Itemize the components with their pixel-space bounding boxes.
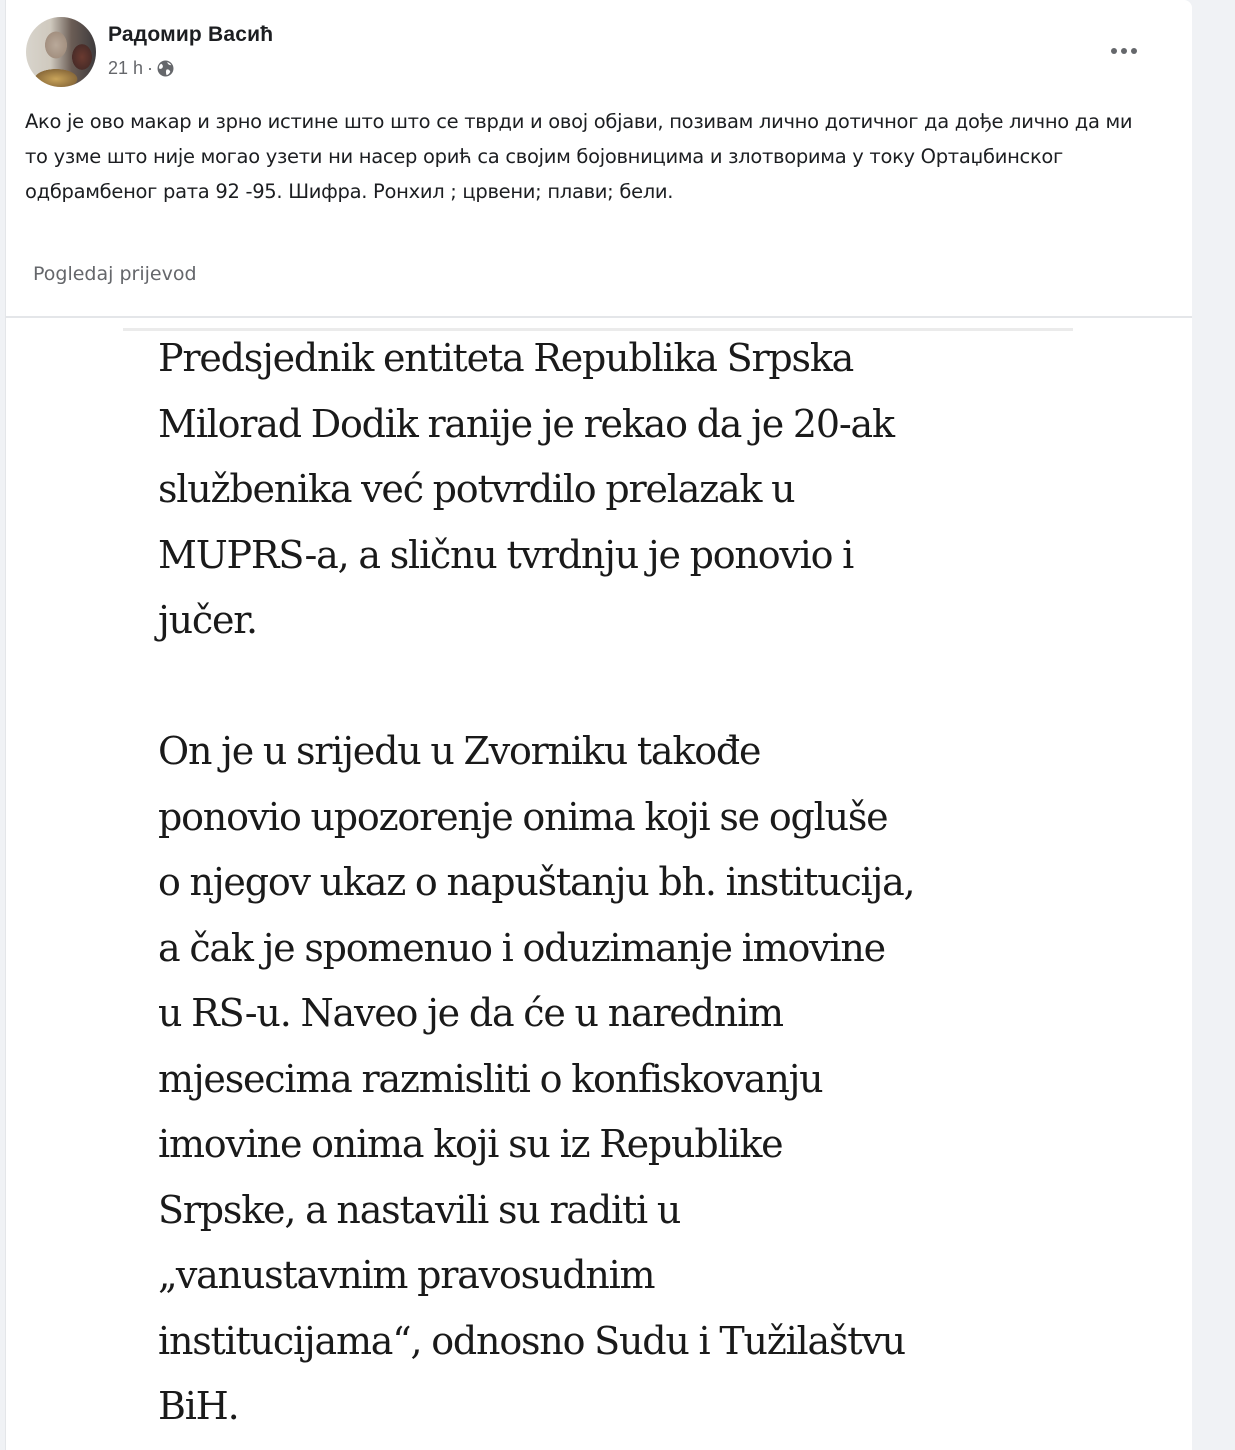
article-line: Predsjednik entiteta Republika Srpska: [158, 336, 854, 380]
see-translation-link[interactable]: Pogledaj prijevod: [33, 263, 197, 285]
article-line: BiH.: [158, 1384, 239, 1428]
article-line: a čak je spomenuo i oduzimanje imovine: [158, 925, 885, 970]
ellipsis-icon: [1121, 48, 1127, 54]
article-line: institucijama“, odnosno Sudu i Tužilaštvu: [158, 1318, 905, 1363]
article-line: „vanustavnim pravosudnim: [158, 1253, 655, 1297]
meta-separator: ·: [147, 58, 154, 78]
article-screenshot-text: [158, 326, 1078, 1440]
article-line: Srpske, a nastavili su raditi u: [158, 1187, 681, 1232]
article-line: službenika već potvrdilo prelazak u: [158, 467, 795, 511]
post-timestamp[interactable]: 21 h: [108, 58, 144, 78]
author-avatar[interactable]: [26, 17, 96, 87]
post-text: Ако је ово макар и зрно истине што што се тврди и овој објави, позивам лично дотичног да дође лично да ми то узме што није могао узети ни насер орић са својим бојовницима и злотворима у току Ортаџбинског одбрамбеног рата 92 -95. Шифра. Ронхил ; црвени; плави; бели.: [25, 110, 1133, 203]
article-line: jučer.: [158, 598, 257, 642]
article-line: On je u srijedu u Zvorniku takođe: [158, 729, 761, 773]
post-card: [5, 0, 1192, 1450]
article-line: ponovio upozorenje onima koji se ogluše: [158, 794, 888, 839]
paragraph-gap: [158, 654, 1078, 720]
author-name[interactable]: Радомир Васић: [108, 23, 274, 46]
ellipsis-icon: [1131, 48, 1137, 54]
article-line: mjesecima razmisliti o konfiskovanju: [158, 1056, 823, 1101]
ellipsis-icon: [1111, 48, 1117, 54]
article-line: u RS-u. Naveo je da će u narednim: [158, 991, 783, 1035]
article-line: MUPRS-a, a sličnu tvrdnju je ponovio i: [158, 532, 854, 577]
globe-icon: [157, 60, 174, 77]
article-line: Milorad Dodik ranije je rekao da je 20-ak: [158, 401, 894, 446]
attached-image[interactable]: [6, 318, 1192, 1450]
article-line: imovine onima koji su iz Republike: [158, 1122, 783, 1166]
post-header: [6, 0, 1192, 100]
article-line: o njegov ukaz o napuštanju bh. institucija,: [158, 860, 915, 904]
more-options-button[interactable]: [1106, 38, 1142, 64]
post-meta: [108, 58, 174, 79]
